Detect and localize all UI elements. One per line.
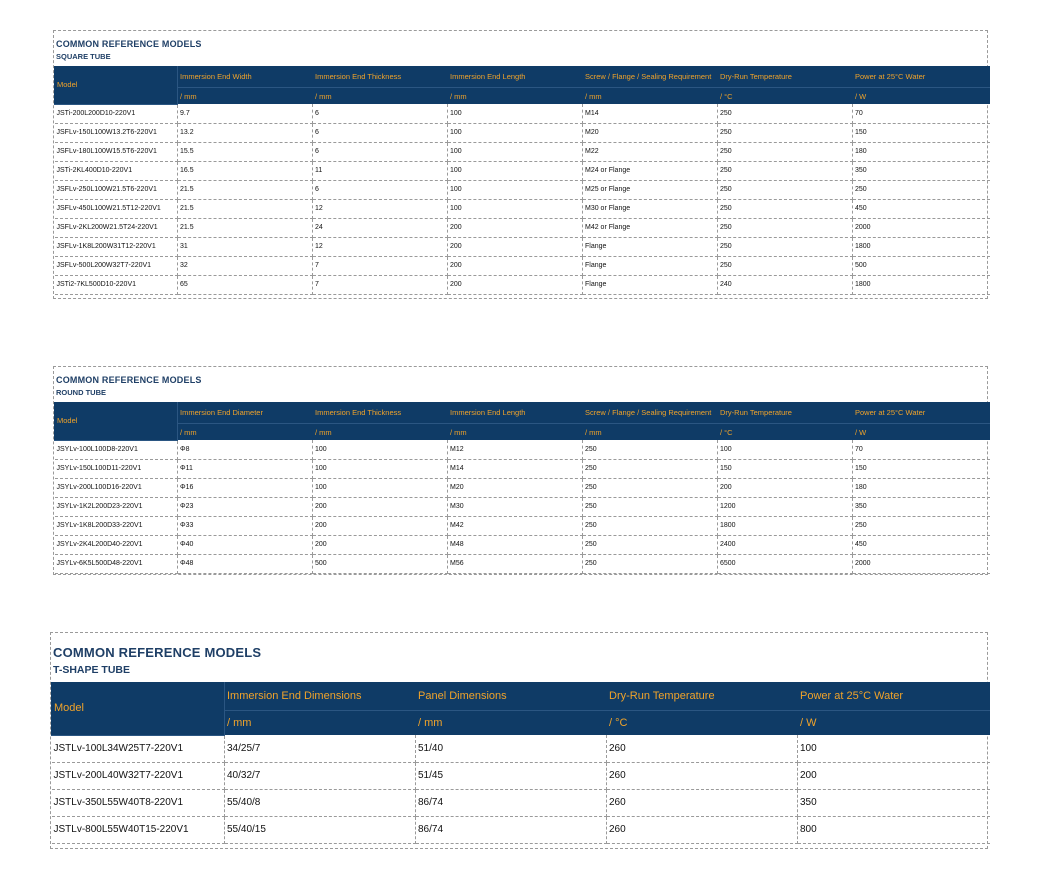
table-cell: M42 (448, 516, 583, 535)
model-cell: JSFLv-150L100W13.2T6-220V1 (55, 123, 178, 142)
table-cell: 55/40/8 (225, 789, 416, 816)
table-cell: 250 (583, 535, 718, 554)
table-cell: M30 or Flange (583, 199, 718, 218)
table-cell: 180 (853, 142, 990, 161)
table-row (55, 180, 990, 199)
model-column-header: Model (52, 682, 225, 735)
round-section-title: COMMON REFERENCE MODELS (56, 375, 202, 385)
table-cell: 7 (313, 275, 448, 294)
table-cell: 21.5 (178, 218, 313, 237)
table-cell: 100 (448, 104, 583, 123)
table-cell: 250 (718, 218, 853, 237)
table-cell: 6500 (718, 554, 853, 573)
table-row (52, 789, 990, 816)
table-row (55, 199, 990, 218)
column-unit: / mm (225, 711, 416, 736)
table-cell: 250 (583, 478, 718, 497)
table-row (55, 554, 990, 573)
column-unit: / °C (607, 711, 798, 736)
column-unit: / mm (178, 424, 313, 441)
table-cell: 51/45 (416, 762, 607, 789)
model-cell: JSYLv-150L100D11-220V1 (55, 459, 178, 478)
table-cell: 100 (448, 199, 583, 218)
table-cell: 2000 (853, 554, 990, 573)
column-header: Immersion End Thickness (313, 402, 448, 424)
table-cell: 13.2 (178, 123, 313, 142)
column-header: Immersion End Width (178, 66, 313, 88)
table-cell: Φ23 (178, 497, 313, 516)
table-cell: M20 (448, 478, 583, 497)
table-row (55, 478, 990, 497)
table-cell: Φ8 (178, 440, 313, 459)
table-row (52, 762, 990, 789)
table-cell: 260 (607, 789, 798, 816)
column-header: Immersion End Dimensions (225, 682, 416, 711)
table-cell: 55/40/15 (225, 816, 416, 843)
table-cell: 250 (718, 180, 853, 199)
table-cell: 34/25/7 (225, 735, 416, 762)
table-cell: 200 (448, 237, 583, 256)
table-cell: Φ40 (178, 535, 313, 554)
table-row (55, 218, 990, 237)
table-cell: 1800 (853, 275, 990, 294)
model-cell: JSYLv-1K8L200D33-220V1 (55, 516, 178, 535)
table-cell: 350 (853, 161, 990, 180)
table-cell: Flange (583, 275, 718, 294)
table-cell: 200 (313, 516, 448, 535)
square-tube-section (53, 30, 988, 299)
table-cell: 12 (313, 237, 448, 256)
model-column-header: Model (55, 402, 178, 440)
table-cell: 200 (448, 256, 583, 275)
column-header: Panel Dimensions (416, 682, 607, 711)
tshape-section-subtitle: T-SHAPE TUBE (53, 664, 131, 676)
table-cell: Flange (583, 256, 718, 275)
table-cell: 240 (718, 275, 853, 294)
table-cell: 100 (313, 459, 448, 478)
table-cell: 1800 (853, 237, 990, 256)
table-cell: Flange (583, 237, 718, 256)
table-cell: 500 (853, 256, 990, 275)
column-unit: / W (853, 88, 990, 105)
model-cell: JSTi-200L200D10-220V1 (55, 104, 178, 123)
table-cell: 350 (853, 497, 990, 516)
table-cell: 6 (313, 123, 448, 142)
table-cell: M14 (448, 459, 583, 478)
tshape-tube-section (50, 632, 988, 849)
model-cell: JSYLv-200L100D16-220V1 (55, 478, 178, 497)
tshape-tube-table (51, 682, 990, 844)
column-unit: / mm (313, 424, 448, 441)
column-header: Power at 25°C Water (853, 66, 990, 88)
table-cell: M42 or Flange (583, 218, 718, 237)
table-cell: 31 (178, 237, 313, 256)
column-header: Dry-Run Temperature (718, 66, 853, 88)
table-row (55, 535, 990, 554)
table-cell: 350 (798, 789, 990, 816)
table-cell: 12 (313, 199, 448, 218)
table-cell: 250 (718, 256, 853, 275)
model-cell: JSFLv-180L100W15.5T6-220V1 (55, 142, 178, 161)
round-section-subtitle: ROUND TUBE (56, 388, 106, 397)
table-cell: 6 (313, 104, 448, 123)
table-row (55, 123, 990, 142)
table-row (55, 440, 990, 459)
table-cell: 200 (718, 478, 853, 497)
table-cell: 200 (313, 497, 448, 516)
column-header: Power at 25°C Water (798, 682, 990, 711)
table-row (55, 497, 990, 516)
table-cell: 260 (607, 816, 798, 843)
table-cell: 100 (313, 478, 448, 497)
table-cell: 250 (718, 199, 853, 218)
column-header: Immersion End Length (448, 66, 583, 88)
table-cell: 150 (853, 459, 990, 478)
table-cell: 65 (178, 275, 313, 294)
column-header: Screw / Flange / Sealing Requirement (583, 66, 718, 88)
table-cell: M48 (448, 535, 583, 554)
table-cell: 100 (448, 142, 583, 161)
model-cell: JSFLv-2KL200W21.5T24-220V1 (55, 218, 178, 237)
table-cell: 800 (798, 816, 990, 843)
table-cell: 70 (853, 104, 990, 123)
table-cell: 86/74 (416, 816, 607, 843)
column-unit: / mm (416, 711, 607, 736)
table-cell: 250 (583, 497, 718, 516)
table-cell: 6 (313, 142, 448, 161)
table-cell: 200 (798, 762, 990, 789)
table-cell: 260 (607, 735, 798, 762)
table-cell: 250 (583, 516, 718, 535)
model-cell: JSYLv-2K4L200D40-220V1 (55, 535, 178, 554)
column-header: Screw / Flange / Sealing Requirement (583, 402, 718, 424)
table-cell: 6 (313, 180, 448, 199)
table-cell: Φ33 (178, 516, 313, 535)
round-tube-table (54, 402, 990, 574)
table-row (55, 161, 990, 180)
table-cell: 9.7 (178, 104, 313, 123)
model-cell: JSYLv-1K2L200D23-220V1 (55, 497, 178, 516)
table-cell: 70 (853, 440, 990, 459)
table-cell: 100 (448, 161, 583, 180)
model-cell: JSFLv-500L200W32T7-220V1 (55, 256, 178, 275)
table-cell: 86/74 (416, 789, 607, 816)
table-cell: 16.5 (178, 161, 313, 180)
table-cell: 32 (178, 256, 313, 275)
table-row (55, 142, 990, 161)
table-cell: M14 (583, 104, 718, 123)
model-cell: JSTLv-350L55W40T8-220V1 (52, 789, 225, 816)
column-unit: / °C (718, 88, 853, 105)
model-cell: JSFLv-1K8L200W31T12-220V1 (55, 237, 178, 256)
table-row (55, 275, 990, 294)
model-cell: JSTLv-800L55W40T15-220V1 (52, 816, 225, 843)
column-header: Dry-Run Temperature (607, 682, 798, 711)
table-row (55, 256, 990, 275)
table-cell: 11 (313, 161, 448, 180)
square-tube-table (54, 66, 990, 295)
tshape-section-title: COMMON REFERENCE MODELS (53, 645, 262, 660)
table-cell: 40/32/7 (225, 762, 416, 789)
table-cell: 2000 (853, 218, 990, 237)
table-cell: 250 (583, 459, 718, 478)
model-column-header: Model (55, 66, 178, 104)
table-row (55, 459, 990, 478)
table-cell: 1200 (718, 497, 853, 516)
table-cell: 250 (718, 161, 853, 180)
column-unit: / °C (718, 424, 853, 441)
model-cell: JSFLv-450L100W21.5T12-220V1 (55, 199, 178, 218)
table-cell: 150 (853, 123, 990, 142)
table-cell: 250 (583, 440, 718, 459)
model-cell: JSTi-2KL400D10-220V1 (55, 161, 178, 180)
table-cell: 250 (718, 104, 853, 123)
table-cell: 100 (718, 440, 853, 459)
table-row (52, 735, 990, 762)
table-cell: 21.5 (178, 199, 313, 218)
table-cell: M56 (448, 554, 583, 573)
model-cell: JSYLv-6K5L500D48-220V1 (55, 554, 178, 573)
model-cell: JSTi2-7KL500D10-220V1 (55, 275, 178, 294)
model-cell: JSTLv-100L34W25T7-220V1 (52, 735, 225, 762)
square-section-subtitle: SQUARE TUBE (56, 52, 111, 61)
table-cell: 100 (798, 735, 990, 762)
model-cell: JSTLv-200L40W32T7-220V1 (52, 762, 225, 789)
table-cell: Φ16 (178, 478, 313, 497)
table-cell: 1800 (718, 516, 853, 535)
table-cell: 500 (313, 554, 448, 573)
table-cell: 250 (853, 180, 990, 199)
square-section-title: COMMON REFERENCE MODELS (56, 39, 202, 49)
table-cell: 200 (448, 275, 583, 294)
table-cell: Φ48 (178, 554, 313, 573)
table-cell: 150 (718, 459, 853, 478)
model-cell: JSYLv-100L100D8-220V1 (55, 440, 178, 459)
table-cell: 24 (313, 218, 448, 237)
table-cell: 250 (718, 123, 853, 142)
table-cell: 450 (853, 535, 990, 554)
round-tube-section (53, 366, 988, 575)
table-cell: 51/40 (416, 735, 607, 762)
table-cell: 250 (583, 554, 718, 573)
column-unit: / mm (583, 88, 718, 105)
table-cell: 260 (607, 762, 798, 789)
table-cell: 100 (313, 440, 448, 459)
table-cell: 100 (448, 123, 583, 142)
column-unit: / mm (448, 424, 583, 441)
table-cell: 100 (448, 180, 583, 199)
table-cell: M30 (448, 497, 583, 516)
table-row (55, 516, 990, 535)
table-row (52, 816, 990, 843)
column-unit: / mm (583, 424, 718, 441)
table-cell: M20 (583, 123, 718, 142)
table-cell: M25 or Flange (583, 180, 718, 199)
table-cell: M24 or Flange (583, 161, 718, 180)
table-cell: 15.5 (178, 142, 313, 161)
column-header: Immersion End Thickness (313, 66, 448, 88)
column-unit: / W (798, 711, 990, 736)
table-cell: 250 (718, 142, 853, 161)
table-cell: 250 (853, 516, 990, 535)
table-cell: 200 (448, 218, 583, 237)
table-cell: M22 (583, 142, 718, 161)
column-unit: / mm (448, 88, 583, 105)
table-row (55, 104, 990, 123)
table-cell: Φ11 (178, 459, 313, 478)
column-header: Immersion End Length (448, 402, 583, 424)
column-unit: / mm (313, 88, 448, 105)
table-cell: 21.5 (178, 180, 313, 199)
table-cell: M12 (448, 440, 583, 459)
table-cell: 2400 (718, 535, 853, 554)
column-unit: / mm (178, 88, 313, 105)
model-cell: JSFLv-250L100W21.5T6-220V1 (55, 180, 178, 199)
column-unit: / W (853, 424, 990, 441)
table-cell: 250 (718, 237, 853, 256)
column-header: Power at 25°C Water (853, 402, 990, 424)
table-cell: 200 (313, 535, 448, 554)
table-row (55, 237, 990, 256)
column-header: Immersion End Diameter (178, 402, 313, 424)
table-cell: 7 (313, 256, 448, 275)
table-cell: 450 (853, 199, 990, 218)
table-cell: 180 (853, 478, 990, 497)
column-header: Dry-Run Temperature (718, 402, 853, 424)
